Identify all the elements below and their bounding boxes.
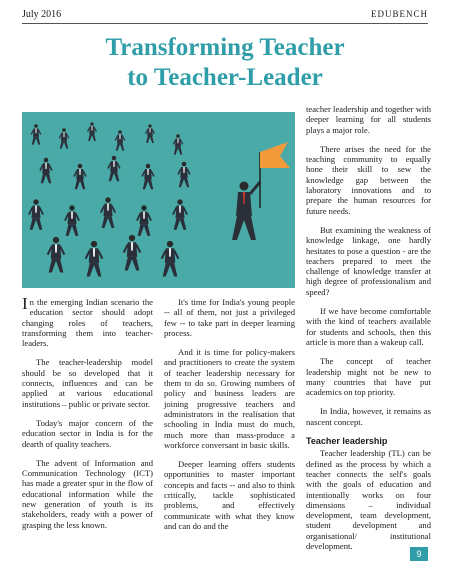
column-3	[306, 104, 431, 560]
issue-date: July 2016	[22, 9, 62, 20]
followers-group	[29, 122, 190, 276]
paragraph: teacher leadership and together with deeper learning for all students plays a major role.	[306, 104, 431, 135]
paragraph: In India, however, it remains as nascent concept.	[306, 406, 431, 427]
paragraph: But examining the weakness of knowledge linkage, one hardly hesitates to pose a question - are the teachers prepared to meet the challenge of knowledge transfer at high degree of professionalism and speed?	[306, 224, 431, 297]
leader-followers-illustration	[22, 112, 295, 288]
paragraph: There arises the need for the teaching community to equally hone their skill to sew the knowledge gap between the laboratory innovations and to prepare the human resources for future needs.	[306, 143, 431, 216]
paragraph: And it is time for policy-makers and practitioners to create the system of teacher leadership necessary for them to do so. Growing numbers of policy and business leaders are joining progressive teachers and administrators in the realisation that schooling in India must do much, much more than mass-produce a workforce conversant in basic skills.	[164, 347, 295, 450]
paragraph: Deeper learning offers students opportunities to master important concepts and facts -- and also to think critically, tackle sophisticated problems, and effectively communicate with what they know and can do and the	[164, 459, 295, 531]
title-line-1: Transforming Teacher	[105, 34, 345, 61]
paragraph: The advent of Information and Communication Technology (ICT) has made a greater spur in the flow of educational information while the new generation of youth is its stakeholders, ready with a power of grasping the less known.	[22, 457, 153, 530]
page-number: 9	[410, 547, 428, 561]
leader-figure	[232, 142, 290, 240]
column-2	[164, 297, 295, 540]
paragraph: The concept of teacher leadership might not be new to many countries that have put academics on top priority.	[306, 356, 431, 398]
header-rule	[22, 23, 428, 24]
drop-cap: I	[22, 294, 28, 313]
column-1	[22, 294, 153, 539]
title-line-2: to Teacher-Leader	[127, 64, 323, 91]
article-illustration	[22, 112, 295, 288]
paragraph: It's time for India's young people -- all of them, not just a privileged few -- to take part in deeper learning process.	[164, 297, 295, 338]
paragraph: Teacher leadership (TL) can be defined as the process by which a teacher connects the self's goals with the goals of education and intentionally works on four dimensions – individual development, team development, student development and organisational/ institutional development.	[306, 448, 431, 551]
paragraph: The teacher-leadership model should be so developed that it connects, influences and can be applied at various educational institutions – public or private sector.	[22, 357, 153, 409]
article-title	[0, 33, 450, 93]
publication-name: EDUBENCH	[371, 9, 428, 19]
section-heading: Teacher leadership	[306, 436, 388, 447]
paragraph: If we have become comfortable with the kind of teachers available for students and schools, then this article is more than a wakeup call.	[306, 306, 431, 347]
paragraph: Today's major concern of the education sector in India is for the dearth of quality teachers.	[22, 417, 153, 449]
paragraph: In the emerging Indian scenario the education sector should adopt changing roles of teachers, transforming them into teacher-leaders.	[22, 294, 153, 349]
flag-icon	[260, 142, 290, 168]
